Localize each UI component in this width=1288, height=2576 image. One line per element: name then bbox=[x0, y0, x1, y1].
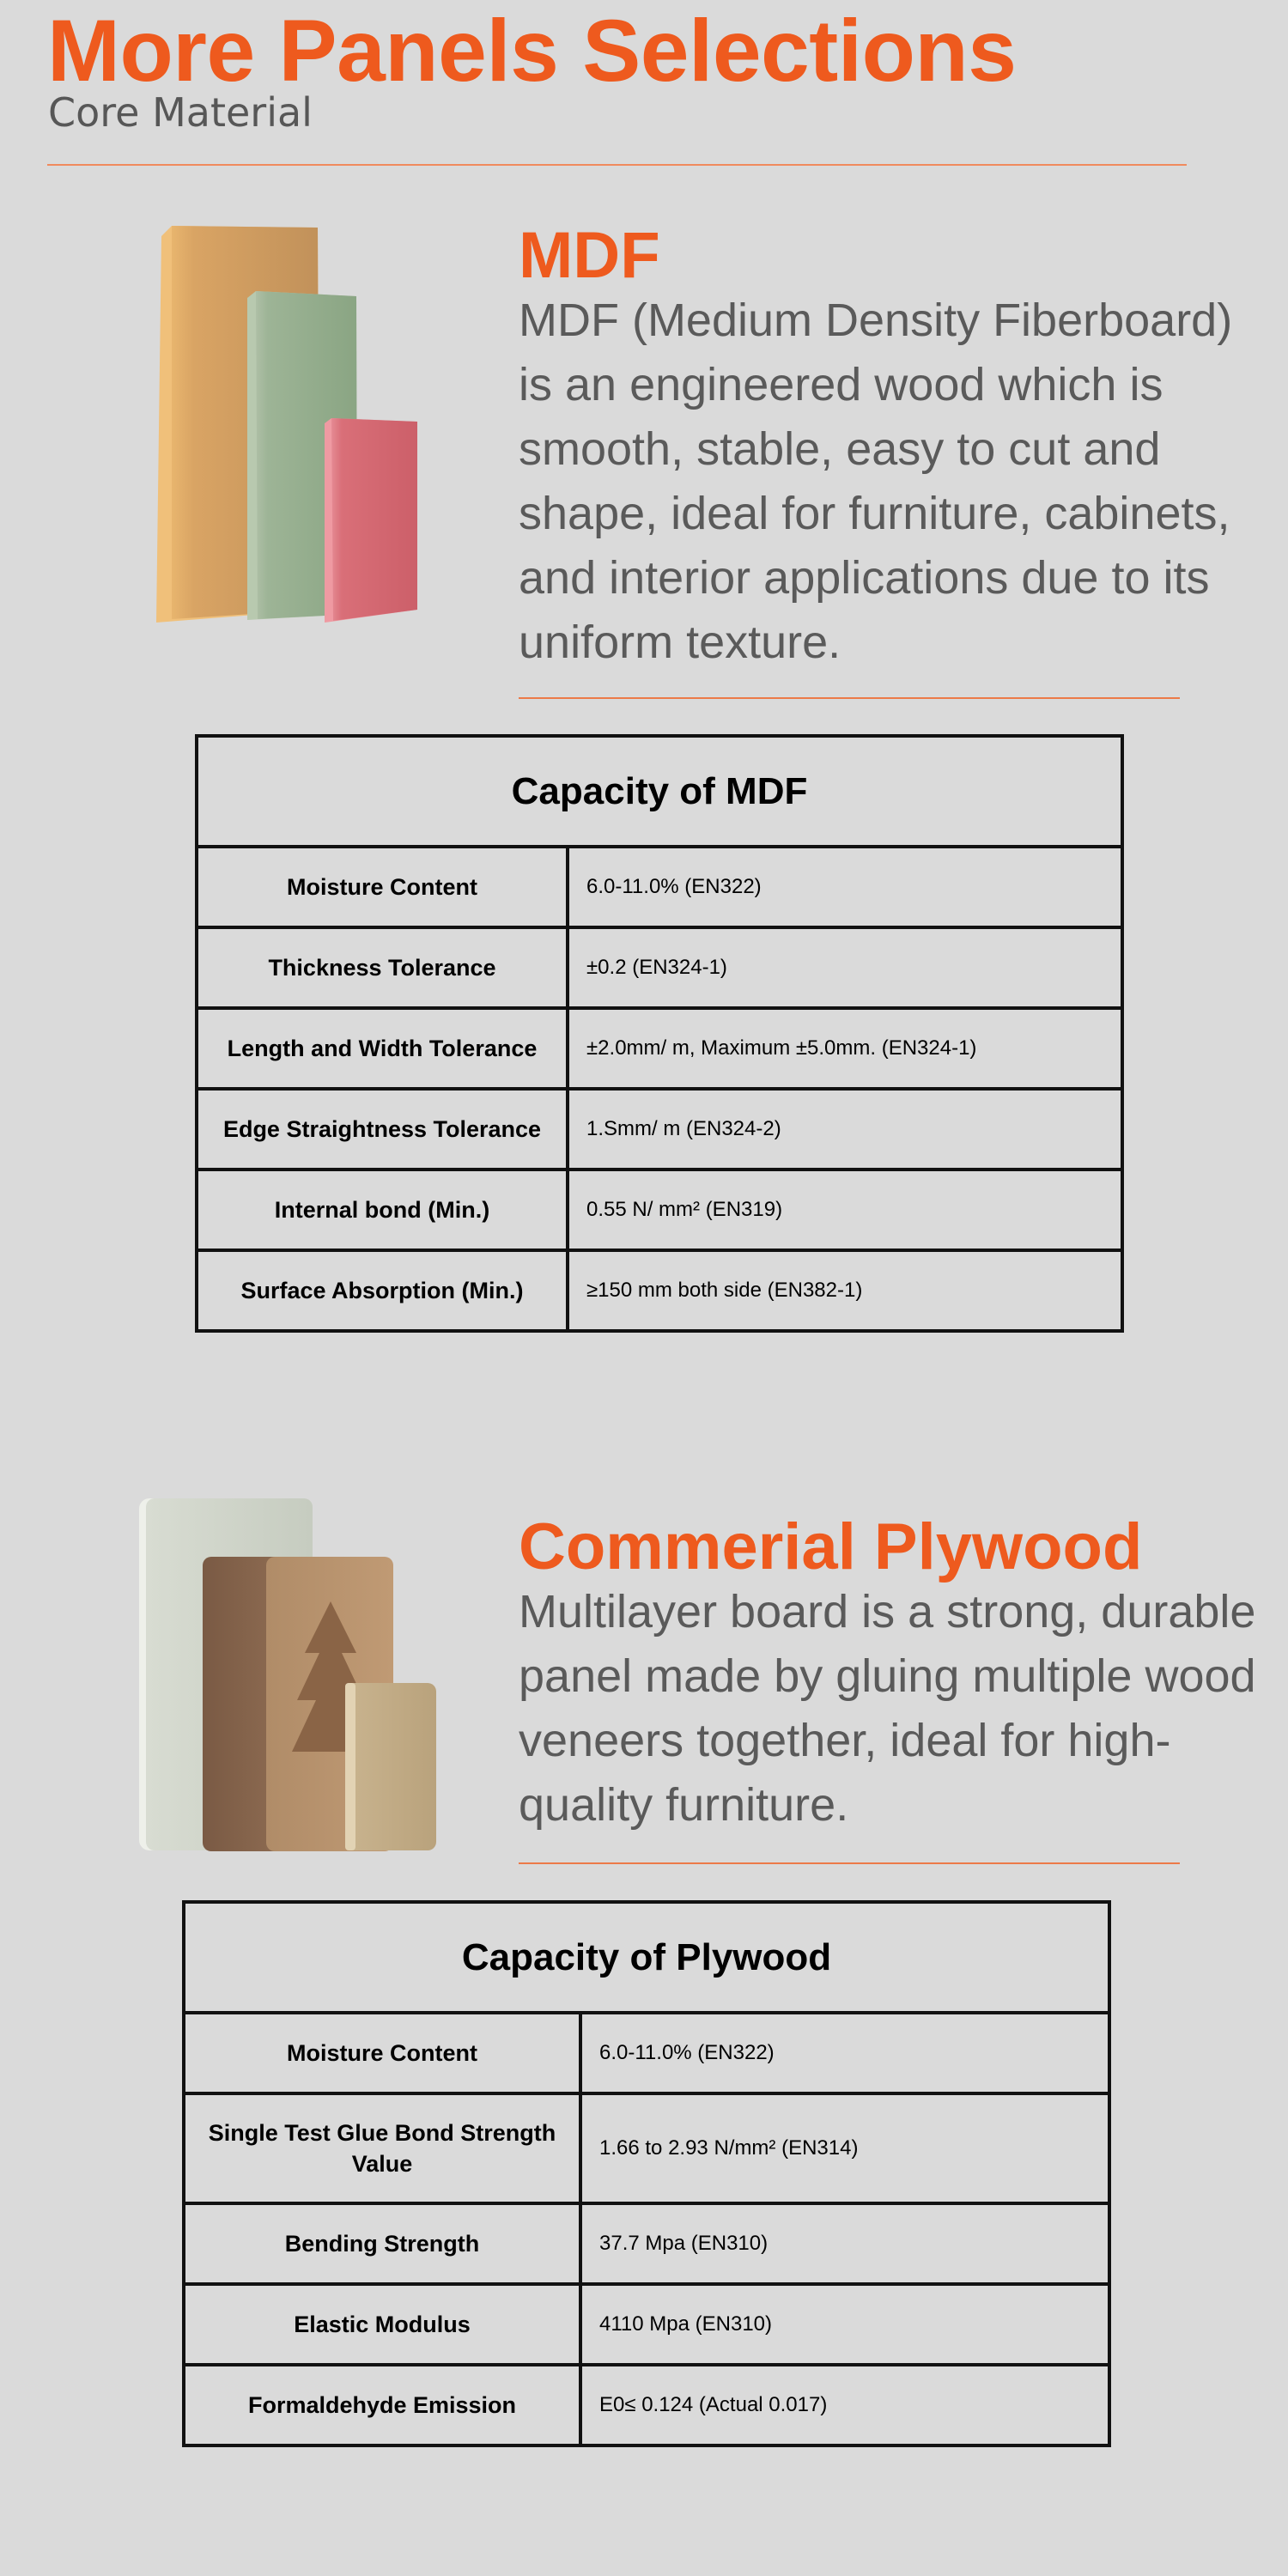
plywood-capacity-table bbox=[182, 1900, 1111, 2447]
mdf-capacity-table bbox=[195, 734, 1124, 1333]
table-row bbox=[184, 2284, 1109, 2365]
mdf-title: MDF bbox=[519, 219, 660, 292]
table-row bbox=[184, 2013, 1109, 2093]
table-row bbox=[197, 1250, 1122, 1331]
spec-label: Elastic Modulus bbox=[184, 2284, 580, 2365]
plywood-divider bbox=[519, 1862, 1180, 1864]
spec-value: ≥150 mm both side (EN382-1) bbox=[568, 1250, 1122, 1331]
table-row bbox=[184, 2093, 1109, 2203]
plywood-table-title: Capacity of Plywood bbox=[184, 1902, 1109, 2013]
spec-value: 37.7 Mpa (EN310) bbox=[580, 2203, 1109, 2284]
mdf-table-title: Capacity of MDF bbox=[197, 736, 1122, 847]
spec-value: ±2.0mm/ m, Maximum ±5.0mm. (EN324-1) bbox=[568, 1008, 1122, 1089]
table-row bbox=[197, 1089, 1122, 1170]
spec-label: Edge Straightness Tolerance bbox=[197, 1089, 568, 1170]
table-row bbox=[197, 1170, 1122, 1250]
table-row bbox=[197, 927, 1122, 1008]
plywood-title: Commerial Plywood bbox=[519, 1510, 1143, 1583]
spec-label: Thickness Tolerance bbox=[197, 927, 568, 1008]
spec-label: Formaldehyde Emission bbox=[184, 2365, 580, 2445]
spec-label: Single Test Glue Bond Strength Value bbox=[184, 2093, 580, 2203]
spec-label: Length and Width Tolerance bbox=[197, 1008, 568, 1089]
page-subtitle: Core Material bbox=[48, 89, 313, 136]
spec-value: 1.Smm/ m (EN324-2) bbox=[568, 1089, 1122, 1170]
table-row bbox=[184, 2203, 1109, 2284]
table-row bbox=[197, 1008, 1122, 1089]
header-divider bbox=[47, 164, 1187, 166]
spec-label: Surface Absorption (Min.) bbox=[197, 1250, 568, 1331]
spec-label: Moisture Content bbox=[197, 847, 568, 927]
spec-value: ±0.2 (EN324-1) bbox=[568, 927, 1122, 1008]
spec-value: 4110 Mpa (EN310) bbox=[580, 2284, 1109, 2365]
mdf-description: MDF (Medium Density Fiberboard) is an engineered wood which is smooth, stable, easy to cut and shape, ideal for furniture, cabinets, and interior applications due to its uniform texture. bbox=[519, 295, 1233, 668]
page-title: More Panels Selections bbox=[47, 2, 1017, 100]
mdf-boards-image bbox=[137, 219, 429, 631]
table-row bbox=[184, 2365, 1109, 2445]
plywood-boards-image bbox=[129, 1490, 447, 1855]
spec-value: 0.55 N/ mm² (EN319) bbox=[568, 1170, 1122, 1250]
spec-value: 6.0-11.0% (EN322) bbox=[568, 847, 1122, 927]
spec-value: 6.0-11.0% (EN322) bbox=[580, 2013, 1109, 2093]
spec-label: Moisture Content bbox=[184, 2013, 580, 2093]
mdf-divider bbox=[519, 697, 1180, 699]
plywood-description: Multilayer board is a strong, durable panel made by gluing multiple wood veneers together, ideal for high-quality furniture. bbox=[519, 1586, 1256, 1831]
spec-value: 1.66 to 2.93 N/mm² (EN314) bbox=[580, 2093, 1109, 2203]
spec-label: Bending Strength bbox=[184, 2203, 580, 2284]
table-row bbox=[197, 847, 1122, 927]
spec-label: Internal bond (Min.) bbox=[197, 1170, 568, 1250]
spec-value: E0≤ 0.124 (Actual 0.017) bbox=[580, 2365, 1109, 2445]
